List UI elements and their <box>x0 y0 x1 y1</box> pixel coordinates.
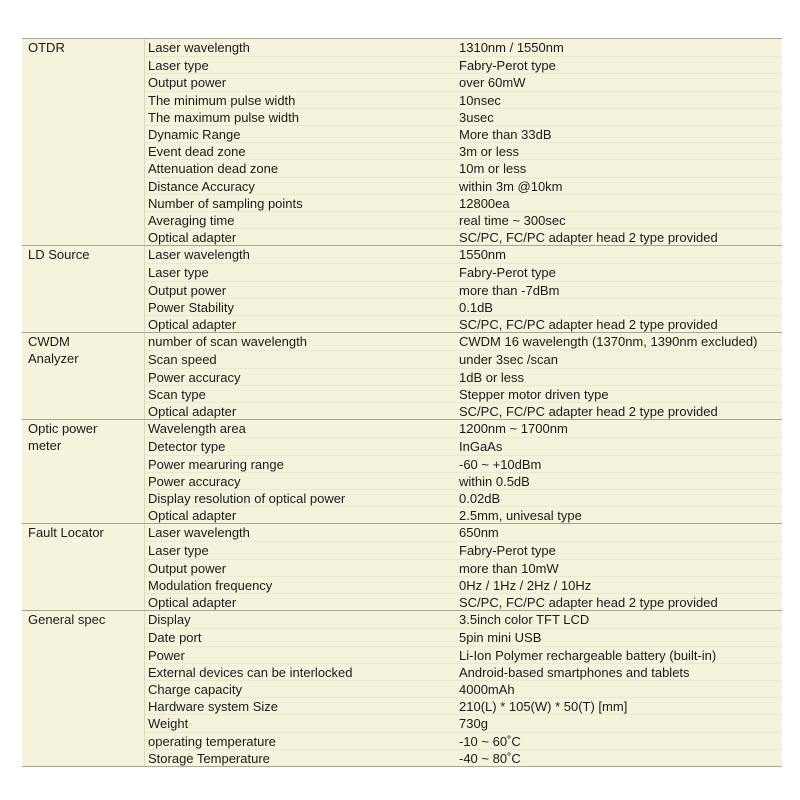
spec-row <box>145 576 782 593</box>
spec-row <box>145 663 782 680</box>
spec-key: Laser wavelength <box>148 247 250 263</box>
spec-key: Power Stability <box>148 299 234 315</box>
spec-key: Attenuation dead zone <box>148 161 279 177</box>
spec-row <box>145 402 782 419</box>
spec-value: more than -7dBm <box>459 282 560 298</box>
spec-value: 3.5inch color TFT LCD <box>459 612 590 628</box>
spec-row <box>145 697 782 714</box>
spec-rows <box>144 524 782 610</box>
spec-value: more than 10mW <box>459 560 559 576</box>
spec-row <box>145 506 782 523</box>
spec-row <box>145 350 782 367</box>
spec-row <box>145 455 782 472</box>
spec-row <box>145 368 782 385</box>
spec-row <box>145 593 782 610</box>
spec-value: 650nm <box>459 525 499 541</box>
spec-row <box>145 315 782 332</box>
spec-value: real time ~ 300sec <box>459 212 566 228</box>
spec-rows <box>144 333 782 419</box>
spec-row <box>145 56 782 73</box>
spec-key: Detector type <box>148 439 226 455</box>
spec-value: 0Hz / 1Hz / 2Hz / 10Hz <box>459 577 592 593</box>
spec-value: over 60mW <box>459 75 526 91</box>
spec-key: Storage Temperature <box>148 750 270 766</box>
spec-row <box>145 91 782 108</box>
spec-value: 1200nm ~ 1700nm <box>459 421 568 437</box>
spec-key: Date port <box>148 630 202 646</box>
spec-row <box>145 194 782 211</box>
spec-key: The maximum pulse width <box>148 109 299 125</box>
spec-key: Scan type <box>148 386 206 402</box>
spec-row <box>145 228 782 245</box>
spec-row <box>145 125 782 142</box>
spec-key: Laser wavelength <box>148 40 250 55</box>
spec-value: within 0.5dB <box>459 473 530 489</box>
spec-group <box>22 523 782 610</box>
spec-key: Display <box>148 612 191 628</box>
spec-row <box>145 263 782 280</box>
spec-key: Scan speed <box>148 352 217 368</box>
spec-value: Li-Ion Polymer rechargeable battery (built-in) <box>459 647 717 663</box>
spec-row <box>145 281 782 298</box>
spec-value: 12800ea <box>459 195 510 211</box>
spec-rows <box>144 246 782 332</box>
spec-row <box>145 646 782 663</box>
spec-row <box>145 108 782 125</box>
spec-key: External devices can be interlocked <box>148 664 353 680</box>
spec-rows <box>144 420 782 523</box>
spec-value: within 3m @10km <box>459 178 563 194</box>
spec-key: Power mearuring range <box>148 456 284 472</box>
spec-row <box>145 420 782 437</box>
spec-value: Stepper motor driven type <box>459 386 609 402</box>
spec-row <box>145 541 782 558</box>
spec-key: Optical adapter <box>148 317 237 332</box>
spec-group <box>22 38 782 245</box>
category-label: Fault Locator <box>28 525 104 541</box>
spec-row <box>145 159 782 176</box>
spec-value: More than 33dB <box>459 126 552 142</box>
spec-row <box>145 559 782 576</box>
spec-row <box>145 680 782 697</box>
spec-key: operating temperature <box>148 733 276 749</box>
spec-key: Number of sampling points <box>148 195 303 211</box>
spec-rows <box>144 39 782 245</box>
spec-row <box>145 749 782 766</box>
spec-value: 2.5mm, univesal type <box>459 508 582 524</box>
spec-key: The minimum pulse width <box>148 92 296 108</box>
spec-group <box>22 610 782 767</box>
category-label: General spec <box>28 612 106 628</box>
spec-key: Weight <box>148 716 189 732</box>
spec-row <box>145 489 782 506</box>
spec-value: Fabry-Perot type <box>459 543 556 559</box>
spec-key: Optical adapter <box>148 595 237 610</box>
spec-value: -10 ~ 60˚C <box>459 733 521 749</box>
spec-key: Output power <box>148 560 227 576</box>
spec-row <box>145 472 782 489</box>
spec-row <box>145 73 782 90</box>
spec-table <box>22 38 782 767</box>
spec-row <box>145 246 782 263</box>
spec-value: under 3sec /scan <box>459 352 559 368</box>
spec-value: -40 ~ 80˚C <box>459 750 521 766</box>
spec-value: Android-based smartphones and tablets <box>459 664 690 680</box>
spec-row <box>145 714 782 731</box>
spec-group <box>22 419 782 523</box>
spec-value: 210(L) * 105(W) * 50(T) [mm] <box>459 699 628 715</box>
spec-row <box>145 142 782 159</box>
spec-value: 3usec <box>459 109 494 125</box>
spec-key: Distance Accuracy <box>148 178 255 194</box>
spec-value: 3m or less <box>459 144 519 160</box>
spec-key: Laser wavelength <box>148 525 250 541</box>
spec-key: Laser type <box>148 543 209 559</box>
spec-row <box>145 333 782 350</box>
spec-key: Optical adapter <box>148 403 237 419</box>
category-label: CWDM Analyzer <box>28 334 79 367</box>
category-label: LD Source <box>28 247 90 263</box>
spec-key: Display resolution of optical power <box>148 490 346 506</box>
spec-key: Wavelength area <box>148 421 246 437</box>
spec-value: SC/PC, FC/PC adapter head 2 type provided <box>459 403 718 419</box>
spec-row <box>145 385 782 402</box>
spec-key: Averaging time <box>148 212 235 228</box>
spec-value: Fabry-Perot type <box>459 265 556 281</box>
spec-value: -60 ~ +10dBm <box>459 456 542 472</box>
spec-group <box>22 245 782 332</box>
spec-key: Dynamic Range <box>148 126 241 142</box>
spec-value: CWDM 16 wavelength (1370nm, 1390nm excluded) <box>459 334 758 350</box>
spec-value: InGaAs <box>459 439 503 455</box>
spec-value: 5pin mini USB <box>459 630 542 646</box>
spec-key: Optical adapter <box>148 508 237 524</box>
spec-row <box>145 628 782 645</box>
spec-value: 1dB or less <box>459 369 525 385</box>
spec-row <box>145 732 782 749</box>
spec-key: Power accuracy <box>148 369 241 385</box>
spec-key: Output power <box>148 282 227 298</box>
spec-value: SC/PC, FC/PC adapter head 2 type provided <box>459 595 718 610</box>
spec-row <box>145 39 782 56</box>
spec-key: Event dead zone <box>148 144 246 160</box>
spec-value: 1550nm <box>459 247 506 263</box>
spec-value: SC/PC, FC/PC adapter head 2 type provided <box>459 230 718 246</box>
spec-value: 10m or less <box>459 161 527 177</box>
spec-value: 4000mAh <box>459 681 515 697</box>
category-label: OTDR <box>28 40 65 55</box>
spec-key: Laser type <box>148 58 209 74</box>
spec-value: SC/PC, FC/PC adapter head 2 type provided <box>459 317 718 332</box>
spec-key: Output power <box>148 75 227 91</box>
spec-rows <box>144 611 782 766</box>
spec-key: Optical adapter <box>148 230 237 246</box>
spec-key: Power accuracy <box>148 473 241 489</box>
spec-key: Power <box>148 647 185 663</box>
spec-value: Fabry-Perot type <box>459 58 556 74</box>
spec-row <box>145 524 782 541</box>
spec-value: 0.02dB <box>459 490 501 506</box>
spec-row <box>145 437 782 454</box>
spec-row <box>145 611 782 628</box>
spec-value: 0.1dB <box>459 299 493 315</box>
spec-key: Charge capacity <box>148 681 242 697</box>
spec-key: Hardware system Size <box>148 699 279 715</box>
spec-key: Laser type <box>148 265 209 281</box>
category-label: Optic power meter <box>28 421 98 454</box>
spec-row <box>145 211 782 228</box>
spec-row <box>145 177 782 194</box>
spec-value: 10nsec <box>459 92 501 108</box>
spec-row <box>145 298 782 315</box>
spec-group <box>22 332 782 419</box>
spec-key: Modulation frequency <box>148 577 273 593</box>
spec-value: 1310nm / 1550nm <box>459 40 564 55</box>
spec-key: number of scan wavelength <box>148 334 307 350</box>
spec-value: 730g <box>459 716 488 732</box>
